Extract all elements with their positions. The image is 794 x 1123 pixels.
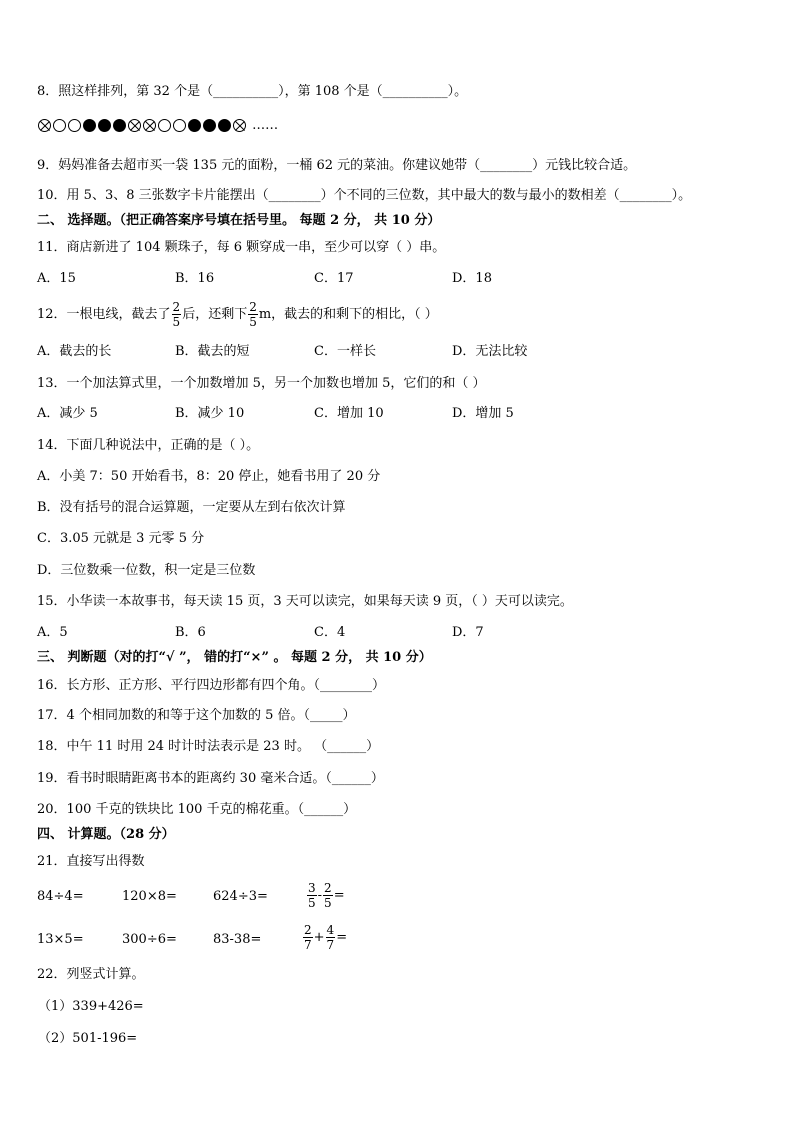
q14-option-d: D．三位数乘一位数，积一定是三位数	[37, 563, 256, 578]
fraction-calc-2	[302, 920, 347, 956]
hollow-circle-icon	[173, 119, 186, 132]
fraction	[303, 923, 313, 952]
question-19: 19．看书时眼睛距离书本的距离约 30 毫米合适。（______）	[37, 771, 384, 786]
fraction-numerator: 3	[308, 881, 316, 895]
filled-circle-icon	[188, 119, 201, 132]
crossed-circle-icon	[38, 119, 51, 132]
pattern-symbols	[38, 118, 248, 133]
question-17: 17．4 个相同加数的和等于这个加数的 5 倍。（_____）	[37, 708, 356, 723]
q14-option-a: A．小美 7：50 开始看书，8：20 停止，她看书用了 20 分	[37, 469, 381, 484]
q22-item-2: （2）501-196=	[38, 1031, 138, 1046]
operator: +	[313, 930, 325, 945]
q11-option-d: D．18	[452, 271, 492, 286]
q15-option-d: D．7	[452, 625, 484, 640]
hollow-circle-icon	[158, 119, 171, 132]
calc-item: 84÷4=	[37, 889, 84, 904]
fraction-denominator: 5	[308, 896, 316, 910]
hollow-circle-icon	[68, 119, 81, 132]
fraction-numerator: 2	[172, 300, 181, 314]
pattern-ellipsis: ……	[252, 118, 279, 133]
q12-option-d: D．无法比较	[452, 344, 528, 359]
calc-item: 624÷3=	[213, 889, 268, 904]
q11-option-b: B．16	[175, 271, 215, 286]
q12-fraction-2	[248, 300, 258, 329]
calc-item: 300÷6=	[122, 932, 177, 947]
section-4-heading: 四、 计算题。（28 分）	[37, 827, 175, 842]
question-9: 9．妈妈准备去超市买一袋 135 元的面粉，一桶 62 元的菜油。你建议她带（________）元钱比较合适。	[37, 158, 637, 173]
q14-option-c: C．3.05 元就是 3 元零 5 分	[37, 531, 205, 546]
filled-circle-icon	[113, 119, 126, 132]
fraction	[307, 881, 317, 910]
question-12	[37, 299, 438, 331]
filled-circle-icon	[203, 119, 216, 132]
fraction-denominator: 7	[326, 938, 335, 952]
q12-text-1: 12．一根电线，截去了	[37, 307, 171, 322]
question-20: 20．100 千克的铁块比 100 千克的棉花重。（______）	[37, 802, 357, 817]
fraction-numerator: 4	[326, 923, 335, 937]
q11-option-a: A．15	[37, 271, 76, 286]
question-10: 10．用 5、3、8 三张数字卡片能摆出（________）个不同的三位数，其中最大的数与最小的数相差（________）。	[37, 188, 692, 203]
q12-option-a: A．截去的长	[37, 344, 112, 359]
fraction	[326, 923, 336, 952]
hollow-circle-icon	[53, 119, 66, 132]
calc-item: 120×8=	[122, 889, 177, 904]
question-21: 21．直接写出得数	[37, 854, 145, 869]
q13-option-a: A．减少 5	[37, 406, 98, 421]
fraction	[323, 881, 333, 910]
q12-option-c: C．一样长	[314, 344, 376, 359]
q12-text-2: 后，还剩下	[182, 307, 248, 322]
section-2-heading: 二、 选择题。（把正确答案序号填在括号里。 每题 2 分， 共 10 分）	[37, 213, 441, 228]
question-16: 16．长方形、正方形、平行四边形都有四个角。（________）	[37, 678, 386, 693]
equals-sign: =	[336, 930, 348, 945]
filled-circle-icon	[218, 119, 231, 132]
fraction-denominator: 5	[324, 896, 332, 910]
filled-circle-icon	[83, 119, 96, 132]
filled-circle-icon	[98, 119, 111, 132]
q15-option-c: C．4	[314, 625, 346, 640]
calc-item: 83-38=	[213, 932, 262, 947]
fraction-denominator: 5	[172, 315, 181, 329]
equals-sign: =	[333, 888, 345, 903]
question-22: 22．列竖式计算。	[37, 967, 145, 982]
fraction-numerator: 2	[249, 300, 257, 314]
q12-fraction-1	[172, 300, 182, 329]
fraction-denominator: 7	[304, 938, 312, 952]
q12-option-b: B．截去的短	[175, 344, 250, 359]
crossed-circle-icon	[233, 119, 246, 132]
question-18: 18．中午 11 时用 24 时计时法表示是 23 时。 （______）	[37, 739, 380, 754]
question-11: 11．商店新进了 104 颗珠子，每 6 颗穿成一串，至少可以穿（ ）串。	[37, 240, 446, 255]
q13-option-b: B．减少 10	[175, 406, 245, 421]
calc-item: 13×5=	[37, 932, 84, 947]
section-3-heading: 三、 判断题（对的打“√ ”， 错的打“×” 。 每题 2 分， 共 10 分）	[37, 650, 432, 665]
q13-option-d: D．增加 5	[452, 406, 514, 421]
crossed-circle-icon	[143, 119, 156, 132]
fraction-calc-1	[306, 878, 345, 914]
fraction-denominator: 5	[249, 315, 257, 329]
fraction-numerator: 2	[304, 923, 312, 937]
q14-option-b: B．没有括号的混合运算题，一定要从左到右依次计算	[37, 500, 346, 515]
q22-item-1: （1）339+426=	[38, 999, 144, 1014]
question-8: 8．照这样排列，第 32 个是（__________），第 108 个是（__________）。	[37, 84, 468, 99]
q11-option-c: C．17	[314, 271, 354, 286]
q15-option-b: B．6	[175, 625, 206, 640]
question-15: 15．小华读一本故事书，每天读 15 页，3 天可以读完，如果每天读 9 页，（ ）天可以读完。	[37, 594, 573, 609]
question-14: 14．下面几种说法中，正确的是（ ）。	[37, 438, 260, 453]
crossed-circle-icon	[128, 119, 141, 132]
fraction-numerator: 2	[324, 881, 332, 895]
q15-option-a: A．5	[37, 625, 68, 640]
q12-text-3: m，截去的和剩下的相比，（ ）	[258, 307, 438, 322]
symbol-pattern	[38, 117, 278, 135]
q13-option-c: C．增加 10	[314, 406, 384, 421]
question-13: 13．一个加法算式里，一个加数增加 5，另一个加数也增加 5，它们的和（ ）	[37, 376, 486, 391]
operator: -	[317, 888, 323, 903]
